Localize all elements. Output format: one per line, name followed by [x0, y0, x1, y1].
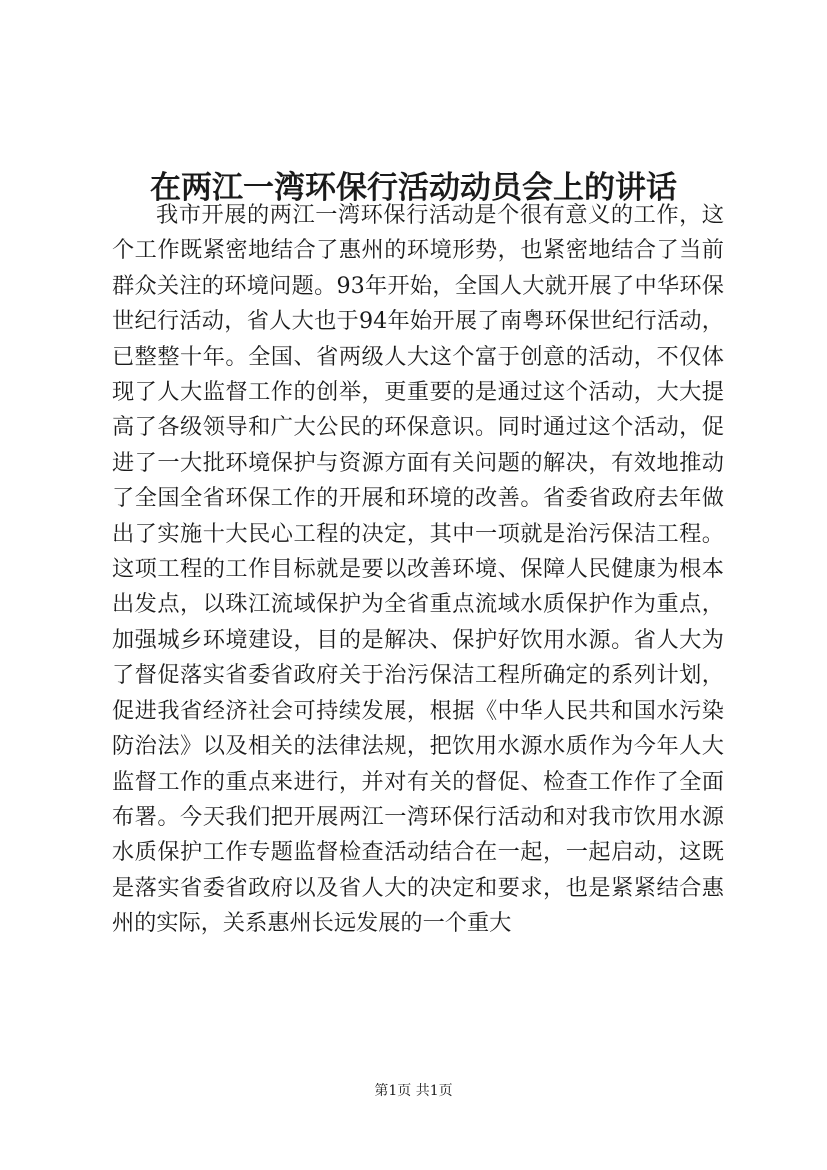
body-paragraph: 我市开展的两江一湾环保行活动是个很有意义的工作，这个工作既紧密地结合了惠州的环境形势，也紧密地结合了当前群众关注的环境问题。93年开始，全国人大就开展了中华环保世纪行活动，省人大也于94年始开展了南粤环保世纪行活动，已整整十年。全国、省两级人大这个富于创意的活动，不仅体现了人大监督工作的创举，更重要的是通过这个活动，大大提高了各级领导和广大公民的环保意识。同时通过这个活动，促进了一大批环境保护与资源方面有关问题的解决，有效地推动了全国全省环保工作的开展和环境的改善。省委省政府去年做出了实施十大民心工程的决定，其中一项就是治污保洁工程。这项工程的工作目标就是要以改善环境、保障人民健康为根本出发点，以珠江流域保护为全省重点流域水质保护作为重点，加强城乡环境建设，目的是解决、保护好饮用水源。省人大为了督促落实省委省政府关于治污保洁工程所确定的系列计划，促进我省经济社会可持续发展，根据《中华人民共和国水污染防治法》以及相关的法律法规，把饮用水源水质作为今年人大监督工作的重点来进行，并对有关的督促、检查工作作了全面布署。今天我们把开展两江一湾环保行活动和对我市饮用水源水质保护工作专题监督检查活动结合在一起，一起启动，这既是落实省委省政府以及省人大的决定和要求，也是紧紧结合惠州的实际，关系惠州长远发展的一个重大 — [112, 202, 724, 937]
document-title: 在两江一湾环保行活动动员会上的讲话 — [150, 169, 677, 206]
page-number-footer: 第1页 共1页 — [374, 1083, 453, 1099]
